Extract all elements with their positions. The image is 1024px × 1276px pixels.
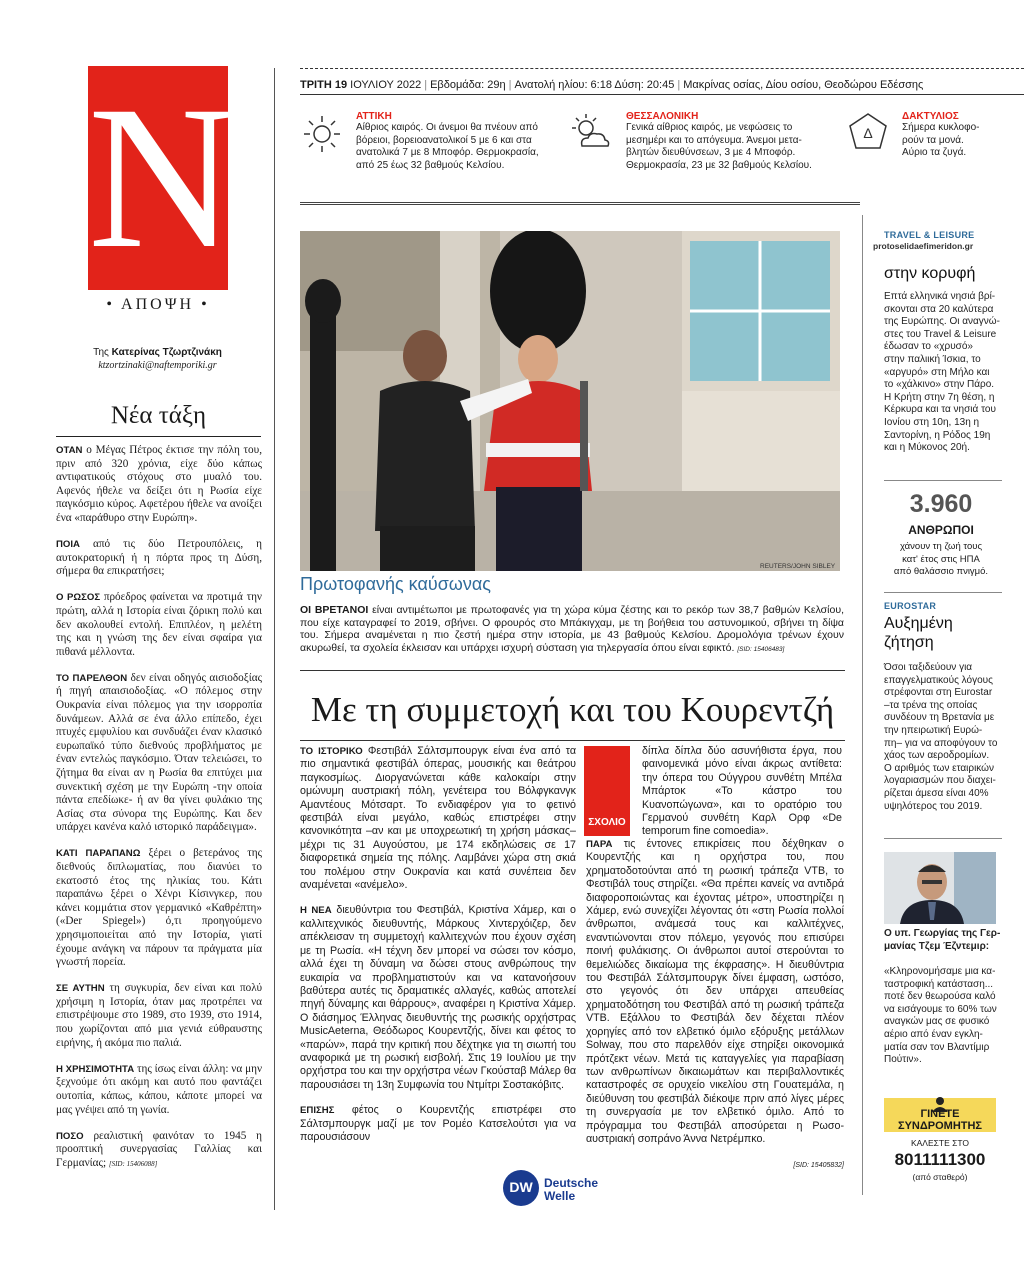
stat-label: ΑΝΘΡΩΠΟΙ bbox=[908, 523, 974, 537]
eurostar-text: Όσοι ταξιδεύουν για επαγγελματικούς λόγους στρέφονται στη Eurostar –τα τρένα της οποίας συνδέουν τη Βρετανία με την ηπειρωτική Ευρώ- πη– για να αποφύγουν το χάος των αεροδρομίων. Ο αριθμός των εταιρικών λογαριασμών που διαχει- ρίζεται άμεσα είναι 40% υψηλότερος του 2019. bbox=[884, 662, 998, 812]
byline-prefix: Της bbox=[93, 347, 109, 358]
opinion-body bbox=[56, 444, 262, 1184]
comment-badge: ΣΧΟΛΙΟ bbox=[584, 746, 630, 836]
paragraph: ΕΠΙΣΗΣ φέτος ο Κουρεντζής επιστρέφει στο Σάλτσμπουργκ μαζί με τον Ρομέο Κατσελούτσι για να παρουσιάσουν bbox=[300, 1104, 576, 1143]
author-name: Κατερίνας Τζωρτζινάκη bbox=[111, 347, 222, 358]
watermark: protoselidaefimeridon.gr bbox=[873, 241, 974, 251]
heatwave-photo bbox=[300, 231, 840, 571]
paragraph: ΤΟ ΠΑΡΕΛΘΟΝ δεν είναι οδηγός αισιοδοξίας ή πηγή απαισιοδοξίας. «Ο πόλεμος στην Ουκρανία είναι πόλεμος για την ισορροπία δυνάμεων. Αλλά σε ένα άλλο επίπεδο, έχει πτυχές εμφυλίου και συνδυάζει έναν κλασικό ευρωπαϊκό τύπο διεθνούς προβλήματος με έναν εντελώς παγκόσμιο. Όταν τελειώσει, το ζήτημα θα είναι αν η Ρωσία θα επιτύχει μια συνεκτική σχέση με την Ευρώπη -την οποία πάντα επεδίωκε- ή αν θα γίνει φυλάκιο της Ασίας στα σύνορα της Ευρώπης. Και δεν υπάρχει κανένα καλό ιστορικό παράδειγμα». bbox=[56, 671, 262, 834]
minister-photo bbox=[884, 852, 996, 924]
article-column-1 bbox=[300, 745, 576, 1156]
paragraph: Ο ΡΩΣΟΣ πρόεδρος φαίνεται να προτιμά την πρώτη, αλλά η Ιστορία είναι ζόρικη πολύ και δεν ακολουθεί εντολή. Επιπλέον, η μελέτη της και η γνώση της δεν είναι σφαίρα για πιθανά μέλλοντα. bbox=[56, 591, 262, 658]
date-month-year: ΙΟΥΛΙΟΥ 2022 bbox=[350, 79, 422, 91]
column-divider bbox=[274, 68, 275, 1210]
travel-kicker: TRAVEL & LEISURE bbox=[884, 230, 975, 240]
subscribe-box[interactable]: ΓΙΝΕΤΕ ΣΥΝΔΡΟΜΗΤΗΣ ΚΑΛΕΣΤΕ ΣΤΟ 8011111300 (από σταθερό) bbox=[884, 1098, 996, 1196]
paragraph: ΤΟ ΙΣΤΟΡΙΚΟ Φεστιβάλ Σάλτσμπουργκ είναι ένα από τα πιο σημαντικά φεστιβάλ όπερας, μουσικής και θεάτρου παγκοσμίως. Διοργανώνεται κάθε καλοκαίρι στην ομώνυμη αυστριακή πόλη, γενέτειρα του Βόλφγκανγκ Αμαντέους Μότσαρτ. Το ενδιαφέρον για το φετινό φεστιβάλ είναι μεγάλο, καθώς επιστρέφει στην κανονικότητα –αν και με υποχρεωτική τη χρήση μάσκας– μέχρι τις 31 Αυγούστου, με 174 εκδηλώσεις σε 17 διαφορετικά σημεία της πόλης. Λαμβάνει χώρα στη σκιά του πολέμου στην Ουκρανία και κατά συνέπεια δεν αναμένεται «ανέμελο». bbox=[300, 745, 576, 892]
minister-quote: «Κληρονομήσαμε μια κα- ταστροφική κατάσταση... ποτέ δεν θεωρούσα καλό να εισάγουμε το 60% των αναγκών μας σε φυσικό αέριο από έναν εγκλη- ματία σαν τον Βλαντίμιρ Πούτιν». bbox=[884, 966, 997, 1066]
eurostar-headline: Αυξημένη ζήτηση bbox=[884, 615, 953, 651]
stat-text: χάνουν τη ζωή τους κατ' έτος στις ΗΠΑ από θαλάσσιο πνιγμό. bbox=[893, 541, 989, 577]
stat-number: 3.960 bbox=[909, 490, 973, 518]
photo-caption: ΟΙ ΒΡΕΤΑΝΟΙ είναι αντιμέτωποι με πρωτοφανές για τη χώρα κύμα ζέστης και το ρεκόρ των 38,7 βαθμών Κελσίου, που είχε καταγραφεί το 2019, σβήνει. Ο φρουρός στο Μπάκιγχαμ, με τη βοήθεια του αστυνομικού, σβήνει τη δίψα του. Σήμερα αναμένεται η πιο ζεστή ημέρα στην ιστορία, με 43 βαθμούς Κελσίου. Δρομολόγια τρένων έχουν ακυρωθεί, τα σχολεία έκλεισαν και υπάρχει ισχυρή σύσταση για τηλεργασία όπου είναι εφικτό. [SID: 15406483] bbox=[300, 604, 844, 655]
article-headline: Με τη συμμετοχή και του Κουρεντζή bbox=[310, 690, 835, 729]
paragraph: δίπλα δίπλα δύο ασυνήθιστα έργα, που φαινομενικά μόνο είναι άκρως αντίθετα: την όπερα του Ούγγρου συνθέτη Μπέλα Μπάρτοκ «Το κάστρο του Κυανοπώγωνα», και το ορατόριο του Γερμανού συνθέτη Καρλ Ορφ «De temporum fine comoedia». bbox=[642, 745, 842, 838]
deutsche-welle-logo: DW bbox=[503, 1170, 539, 1206]
divider bbox=[56, 436, 261, 437]
weather-thessaloniki: ΘΕΣΣΑΛΟΝΙΚΗ Γενικά αίθριος καιρός, με νεφώσεις το μεσημέρι και το απόγευμα. Άνεμοι μετα- βλητών διευθύνσεων, 3 με 4 Μποφόρ. Θερμοκρασία, 23 με 32 βαθμούς Κελσίου. bbox=[626, 111, 812, 171]
dateline: ΤΡΙΤΗ 19 ΙΟΥΛΙΟΥ 2022 | Εβδομάδα: 29η | Ανατολή ηλίου: 6:18 Δύση: 20:45 | Μακρίνας οσίας, Δίου οσίου, Θεοδώρου Εδέσσης bbox=[300, 79, 924, 91]
photo-title: Πρωτοφανής καύσωνας bbox=[300, 574, 491, 594]
weather-rule bbox=[300, 202, 860, 205]
logo-letter-n: N bbox=[88, 64, 237, 291]
article-column-2-top bbox=[642, 745, 842, 851]
sidebar-divider bbox=[862, 215, 863, 1195]
article-top-rule bbox=[300, 670, 845, 671]
article-rule bbox=[300, 740, 845, 741]
newspaper-logo bbox=[88, 64, 237, 291]
sun-icon bbox=[300, 112, 344, 156]
deutsche-welle-wordmark: Deutsche Welle bbox=[544, 1176, 599, 1203]
opinion-title: Νέα τάξη bbox=[110, 402, 207, 429]
paragraph: Η ΝΕΑ διευθύντρια του Φεστιβάλ, Κριστίνα Χάμερ, και ο καλλιτεχνικός διευθυντής, Μάρκους Χιντερχόιζερ, δεν απέκλεισαν τη συμμετοχή καλλιτεχνών που έχουν σχέση με τη Ρωσία. «Η τέχνη δεν μπορεί να σώσει τον κόσμο, αλλά έχει τη δύναμη να δώσει στους ανθρώπους την ευκαιρία να προβληματιστούν και να κατανοήσουν βαθύτερα αυτές τις δραματικές αλλαγές, καθώς αποτελεί πηγή δύναμης και θάρρους», αναφέρει η Κριστίνα Χάμερ. Ο διάσημος Έλληνας διευθυντής της ρωσικής ορχήστρας MusicAeterna, Θεόδωρος Κουρεντζής, δίνει και φέτος το «παρών», παρά την κριτική που δέχτηκε για τη σιωπή του αναφορικά με τη ρωσική εισβολή. Στις 19 Ιουλίου με την ορχήστρα του και την ορχήστρα νέων Γκούσταβ Μάλερ θα παρουσιάσει τη 13η Συμφωνία του Ντμίτρι Σοστακόβιτς. bbox=[300, 904, 576, 1091]
header-rule bbox=[300, 94, 1024, 95]
article-column-2: ΠΑΡΑ τις έντονες επικρίσεις που δέχθηκαν ο Κουρεντζής και η ορχήστρα του, που χρηματοδοτούνται από τη ρωσική τράπεζα VTB, το Φεστιβάλ τους στηρίζει. «Θα πρέπει κανείς να αντιδρά διαφοροποιώντας και έχοντας μέτρο», υποστηρίζει η Χάμερ, ενώ συνεχίζει λέγοντας ότι «στη Ρωσία πολλοί άνθρωποι, ανάμεσά τους και καλλιτέχνες, εναντιώνονται στον πόλεμο, γεγονός που επισύρει ποινή φυλάκισης. Οι άνθρωποι αυτοί στερούνται το θεμελιώδες δικαίωμα της έκφρασης». Η διευθύντρια του Φεστιβάλ Σάλτσμπουργκ δίνει έμφαση, ωστόσο, στο γεγονός ότι δεν υπάρχει απευθείας χρηματοδότηση του Φεστιβάλ από τη ρωσική τράπεζα VTB. Εξάλλου το Φεστιβάλ δεν δέχεται πλέον χορηγίες από τον ελβετικό όμιλο εξόρυξης μετάλλων Solway, που στο παρελθόν είχε στηρίξει οικονομικά πρότζεκτ νέων. Μετά τις καταγγελίες για παραβίαση των ανθρωπίνων δικαιωμάτων και περιβαλλοντικές καταστροφές σε ορυχείο νικελίου στη Γουατεμάλα, η διεύθυνση του φεστιβάλ διέκοψε πριν από λίγες μέρες τη συνεργασία με τον ελβετικό όμιλο. Από το πρόγραμμα του Φεστιβάλ αποσύρεται η Ρωσο-αυστριακή σοπράνο Άννα Νετρέμπκο. [SID: 15405832] bbox=[586, 838, 844, 1170]
weather-ring-road: ΔΑΚΤΥΛΙΟΣ Σήμερα κυκλοφο- ρούν τα μονά. Αύριο τα ζυγά. bbox=[902, 111, 980, 158]
svg-text:Δ: Δ bbox=[863, 125, 873, 141]
paragraph: ΠΟΙΑ από τις δύο Πετρουπόλεις, η αυτοκρατορική ή η πόρτα προς τη Δύση, σήμερα θα επικρατήσει; bbox=[56, 538, 262, 578]
travel-text: Επτά ελληνικά νησιά βρί- σκονται στα 20 καλύτερα της Ευρώπης. Οι αναγνώ- στες του Travel & Leisure έδωσαν το «χρυσό» στην παλιική Ίσκια, το «αργυρό» στη Μήλο και το «χάλκινο» στην Πάρο. Η Κρήτη στην 7η θέση, η Κέρκυρα και τα νησιά του Ιονίου στη 10η, 13η η Σαντορίνη, η Ρόδος 19η και η Μύκονος 20ή. bbox=[884, 291, 1000, 454]
paragraph: ΚΑΤΙ ΠΑΡΑΠΑΝΩ ξέρει ο βετεράνος της διεθνούς διπλωματίας, που διανύει το εκατοστό έτος της ηλικίας του. Κάτι παραπάνω ξέρει ο Χένρι Κίσινγκερ, που κάνει κομμάτια στον γερμανικό «Καθρέπτη» («Der Spiegel») ό,τι προηγούμενο χρησιμοποιείται από την Ιστορία, γιατί έχουμε ανάγκη να πάρουν τα πράγματα μία γνωστή πορεία. bbox=[56, 847, 262, 969]
byline bbox=[70, 346, 245, 372]
paragraph: ΟΤΑΝ ο Μέγας Πέτρος έκτισε την πόλη του, πριν από 320 χρόνια, είχε δύο κάπως αντιφατικούς στόχους στο μυαλό του. Αφενός ήθελε να δείξει ότι η Ρωσία είχε παγκόσμιο κύρος. Αφετέρου ήθελε να ανοίξει ένα «παράθυρο στην Ευρώπη». bbox=[56, 444, 262, 524]
sun-cloud-icon bbox=[568, 112, 612, 156]
eurostar-kicker: EUROSTAR bbox=[884, 601, 937, 611]
weather-attica: ΑΤΤΙΚΗ Αίθριος καιρός. Οι άνεμοι θα πνέουν από βόρειοι, βορειοανατολικοί 5 με 6 και στα ανατολικά 7 με 8 Μποφόρ. Θερμοκρασία, από 25 έως 32 βαθμούς Κελσίου. bbox=[356, 111, 539, 171]
subscribe-phone[interactable]: 8011111300 bbox=[894, 1150, 986, 1169]
section-label: • ΑΠΟΨΗ • bbox=[106, 296, 210, 313]
saints-of-day: Μακρίνας οσίας, Δίου οσίου, Θεοδώρου Εδέσσης bbox=[683, 79, 924, 91]
paragraph: ΠΑΡΑ τις έντονες επικρίσεις που δέχθηκαν ο Κουρεντζής και η ορχήστρα του, που χρηματοδοτούνται από τη ρωσική τράπεζα VTB, το Φεστιβάλ τους στηρίζει. «Θα πρέπει κανείς να αντιδρά διαφοροποιώντας και έχοντας μέτρο», υποστηρίζει η Χάμερ, ενώ συνεχίζει λέγοντας ότι «στη Ρωσία πολλοί άνθρωποι, ανάμεσά τους και καλλιτέχνες, εναντιώνονται στον πόλεμο, γεγονός που επισύρει ποινή φυλάκισης. Οι άνθρωποι αυτοί στερούνται το θεμελιώδες δικαίωμα της έκφρασης». Η διευθύντρια του Φεστιβάλ Σάλτσμπουργκ δίνει έμφαση, ωστόσο, στο γεγονός ότι δεν υπάρχει απευθείας χρηματοδότηση του Φεστιβάλ από τη ρωσική τράπεζα VTB. Εξάλλου το Φεστιβάλ δεν δέχεται πλέον χορηγίες από τον ελβετικό όμιλο εξόρυξης μετάλλων Solway, που στο παρελθόν είχε στηρίξει οικονομικά πρότζεκτ νέων. Μετά τις καταγγελίες για παραβίαση των ανθρωπίνων δικαιωμάτων και περιβαλλοντικές καταστροφές σε ορυχείο νικελίου στη Γουατεμάλα, η διεύθυνση του φεστιβάλ διέκοψε πριν από λίγες μέρες τη συνεργασία με τον ελβετικό όμιλο. Από το πρόγραμμα του Φεστιβάλ αποσύρεται η Ρωσο-αυστριακή σοπράνο Άννα Νετρέμπκο. bbox=[586, 838, 844, 1145]
paragraph: ΠΟΣΟ ρεαλιστική φαινόταν το 1945 η προοπτική συνεργασίας Γαλλίας και Γερμανίας; [SID: 15406088] bbox=[56, 1129, 262, 1169]
minister-caption: Ο υπ. Γεωργίας της Γερ- μανίας Τζεμ Έζντεμιρ: bbox=[884, 928, 1001, 952]
travel-headline: στην κορυφή bbox=[884, 265, 976, 282]
paragraph: ΣΕ ΑΥΤΗΝ τη συγκυρία, δεν είναι και πολύ χρήσιμη η Ιστορία, όταν μας προτρέπει να επιστρέψουμε στο 1989, στο 1939, στο 1914, που χωρίζονται από μια γενιά εύθραυστης ειρήνης, ή ακόμα πιο παλιά. bbox=[56, 982, 262, 1049]
photo-credit: REUTERS/JOHN SIBLEY bbox=[760, 563, 836, 570]
week-number: Εβδομάδα: 29η bbox=[430, 79, 506, 91]
author-email[interactable]: ktzortzinaki@naftemporiki.gr bbox=[98, 360, 217, 371]
date-day: ΤΡΙΤΗ 19 bbox=[300, 79, 348, 91]
traffic-sign-icon bbox=[846, 110, 890, 154]
sun-times: Ανατολή ηλίου: 6:18 Δύση: 20:45 bbox=[514, 79, 675, 91]
paragraph: Η ΧΡΗΣΙΜΟΤΗΤΑ της ίσως είναι άλλη: να μην ξεχνούμε ότι ακόμη και αυτό που φαντάζει ουτοπία, κάπως, κάπου, κάποτε μπορεί να μας γνέψει από τη γωνία. bbox=[56, 1062, 262, 1116]
top-dashed-rule bbox=[300, 68, 1024, 69]
